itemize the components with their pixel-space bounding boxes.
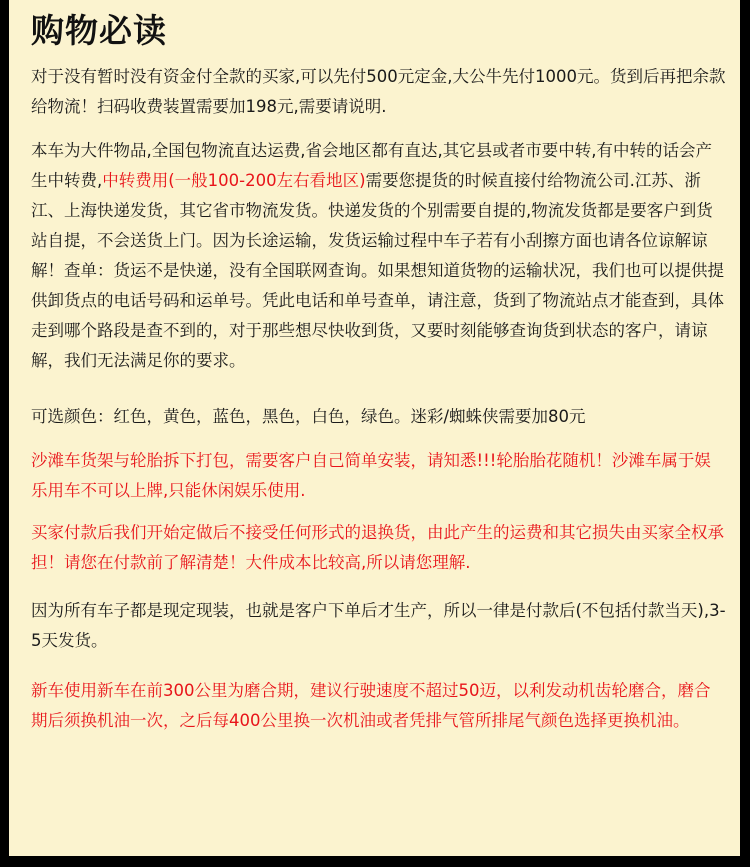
delivery-time-paragraph: 因为所有车子都是现定现装，也就是客户下单后才生产，所以一律是付款后(不包括付款当天),3-5天发货。 — [31, 601, 726, 650]
shipping-text-after: 需要您提货的时候直接付给物流公司.江苏、浙江、上海快递发货，其它省市物流发货。快递发货的个别需要自提的,物流发货都是要客户到货站自提，不会送货上门。因为长途运输，发货运输过程中车子若有小刮擦方面也请各位谅解谅解！查单：货运不是快递，没有全国联网查询。如果想知道货物的运输状况，我们也可以提供提供卸货点的电话号码和运单号。凭此电话和单号查单，请注意，货到了物流站点才能查到，具体走到哪个路段是查不到的，对于那些想尽快收到货，又要时刻能够查询货到状态的客户，请谅解，我们无法满足你的要求。 — [31, 171, 724, 370]
no-return-paragraph: 买家付款后我们开始定做后不接受任何形式的退换货，由此产生的运费和其它损失由买家全权承担！请您在付款前了解清楚！大件成本比较高,所以请您理解. — [31, 523, 724, 572]
deposit-paragraph: 对于没有暂时没有资金付全款的买家,可以先付500元定金,大公牛先付1000元。货到后再把余款给物流！扫码收费装置需要加198元,需要请说明. — [31, 67, 726, 116]
transfer-fee-highlight: 中转费用(一般100-200左右看地区) — [102, 171, 366, 190]
shipping-text-before: 本车为大件物品,全国包物流直达运费,省会地区都有直达,其它县或者市要中转,有中转的话会产生中转费, — [31, 141, 712, 190]
shipping-paragraph — [31, 136, 726, 376]
page-title: 购物必读 — [31, 11, 167, 50]
break-in-paragraph: 新车使用新车在前300公里为磨合期，建议行驶速度不超过50迈，以利发动机齿轮磨合，磨合期后须换机油一次，之后每400公里换一次机油或者凭排气管所排尾气颜色选择更换机油。 — [31, 681, 711, 730]
color-options-paragraph: 可选颜色：红色，黄色，蓝色，黑色，白色，绿色。迷彩/蜘蛛侠需要加80元 — [31, 407, 586, 426]
notice-panel — [9, 0, 740, 856]
assembly-notice-paragraph: 沙滩车货架与轮胎拆下打包，需要客户自己简单安装，请知悉!!!轮胎胎花随机！沙滩车属于娱乐用车不可以上牌,只能休闲娱乐使用. — [31, 451, 711, 500]
